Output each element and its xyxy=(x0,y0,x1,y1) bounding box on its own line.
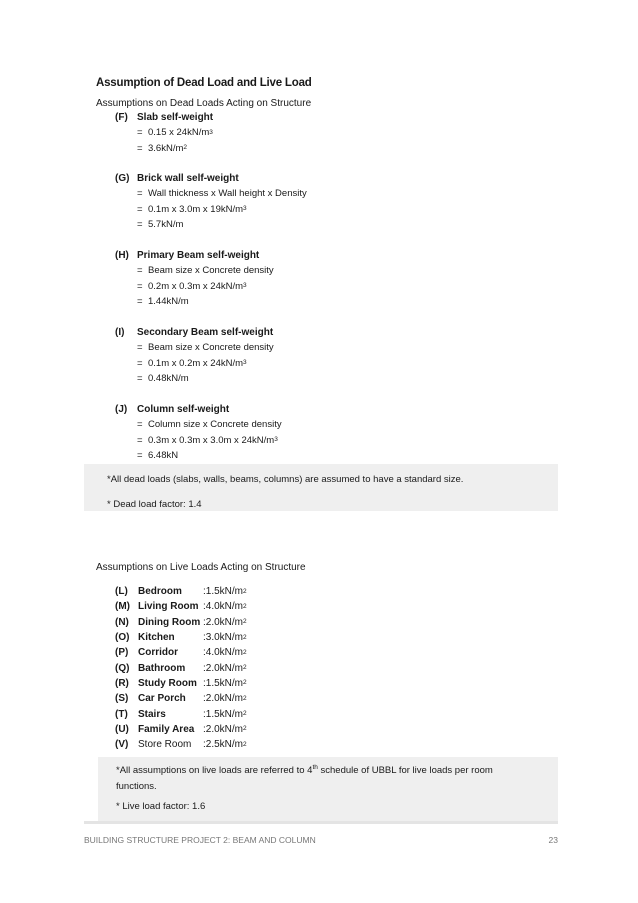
list-item: (Q) Bathroom :2.0kN/m 2 xyxy=(115,662,247,674)
load-value: :2.0kN/m xyxy=(203,662,244,674)
load-value: :1.5kN/m xyxy=(203,586,244,598)
item-code: (J) xyxy=(115,404,128,415)
item-title: Primary Beam self-weight xyxy=(137,250,260,261)
item-code: (M) xyxy=(115,601,130,613)
calc-line: 3.6kN/m xyxy=(148,142,184,154)
calc-line: 0.15 x 24kN/m xyxy=(148,127,210,139)
calc-line: 0.48kN/m xyxy=(148,373,189,385)
item-code: (S) xyxy=(115,693,129,705)
equals-sign: = xyxy=(137,265,143,277)
dead-load-item-column: (J) Column self-weight = Column size x Concrete density = 0.3m x 0.3m x 3.0m x 24kN/m 3 = 6.48kN xyxy=(115,404,282,462)
live-load-subheading: Assumptions on Live Loads Acting on Structure xyxy=(96,562,306,573)
equals-sign: = xyxy=(137,419,143,431)
item-title: Slab self-weight xyxy=(137,112,214,123)
calc-line: Wall thickness x Wall height x Density xyxy=(148,188,307,200)
item-title: Column self-weight xyxy=(137,404,230,415)
room-name: Stairs xyxy=(138,708,166,720)
load-value: :1.5kN/m xyxy=(203,677,244,689)
list-item: (L) Bedroom :1.5kN/m 2 xyxy=(115,586,247,598)
item-code: (H) xyxy=(115,250,129,261)
room-name: Dining Room xyxy=(138,616,201,628)
dead-load-item-primary-beam: (H) Primary Beam self-weight = Beam size x Concrete density = 0.2m x 0.3m x 24kN/m 3 = 1.44kN/m xyxy=(115,250,274,308)
dead-load-notes xyxy=(84,464,558,511)
item-title: Secondary Beam self-weight xyxy=(137,327,274,338)
item-code: (I) xyxy=(115,327,125,338)
list-item: (M) Living Room :4.0kN/m 2 xyxy=(115,601,247,613)
calc-line: 0.2m x 0.3m x 24kN/m xyxy=(148,280,244,292)
room-name: Study Room xyxy=(138,677,197,689)
equals-sign: = xyxy=(137,450,143,462)
room-name: Corridor xyxy=(138,647,178,659)
load-value: :2.0kN/m xyxy=(203,723,244,735)
equals-sign: = xyxy=(137,373,143,385)
list-item: (T) Stairs :1.5kN/m 2 xyxy=(115,708,247,720)
note-text: schedule of UBBL for live loads per room xyxy=(317,765,493,776)
dead-load-item-secondary-beam: (I) Secondary Beam self-weight = Beam size x Concrete density = 0.1m x 0.2m x 24kN/m 3 = 0.48kN/m xyxy=(115,327,274,385)
load-value: :3.0kN/m xyxy=(203,632,244,644)
calc-line: 0.1m x 3.0m x 19kN/m xyxy=(148,203,244,215)
load-value: :4.0kN/m xyxy=(203,601,244,613)
superscript: th xyxy=(312,763,318,771)
list-item: (R) Study Room :1.5kN/m 2 xyxy=(115,677,247,689)
note-text: *All assumptions on live loads are referred to 4 xyxy=(116,765,313,776)
equals-sign: = xyxy=(137,142,143,154)
dead-load-item-brick-wall: (G) Brick wall self-weight = Wall thickness x Wall height x Density = 0.1m x 3.0m x 19kN/m 3 = 5.7kN/m xyxy=(115,173,307,231)
calc-line: 0.1m x 0.2m x 24kN/m xyxy=(148,357,244,369)
room-name: Bedroom xyxy=(138,586,182,598)
dead-load-item-slab: (F) Slab self-weight = 0.15 x 24kN/m 3 = 3.6kN/m 2 xyxy=(115,112,214,154)
item-code: (F) xyxy=(115,112,128,123)
footer-title: BUILDING STRUCTURE PROJECT 2: BEAM AND COLUMN xyxy=(84,835,316,845)
load-value: :2.5kN/m xyxy=(203,739,244,751)
item-code: (L) xyxy=(115,586,128,598)
dead-load-subheading: Assumptions on Dead Loads Acting on Structure xyxy=(96,98,312,109)
list-item: (O) Kitchen :3.0kN/m 2 xyxy=(115,632,247,644)
equals-sign: = xyxy=(137,357,143,369)
item-code: (O) xyxy=(115,632,130,644)
equals-sign: = xyxy=(137,434,143,446)
calc-line: Beam size x Concrete density xyxy=(148,342,274,354)
list-item: (P) Corridor :4.0kN/m 2 xyxy=(115,647,247,659)
calc-line: 1.44kN/m xyxy=(148,296,189,308)
equals-sign: = xyxy=(137,342,143,354)
load-value: :4.0kN/m xyxy=(203,647,244,659)
equals-sign: = xyxy=(137,280,143,292)
calc-line: 6.48kN xyxy=(148,450,179,462)
live-load-notes xyxy=(98,757,558,821)
page-number: 23 xyxy=(548,835,558,845)
calc-line: Column size x Concrete density xyxy=(148,419,282,431)
live-load-note-functions: functions. xyxy=(116,781,157,792)
load-value: :2.0kN/m xyxy=(203,616,244,628)
item-code: (V) xyxy=(115,739,129,751)
calc-line: Beam size x Concrete density xyxy=(148,265,274,277)
dead-load-note-standard-size: *All dead loads (slabs, walls, beams, columns) are assumed to have a standard size. xyxy=(107,474,464,485)
room-name: Car Porch xyxy=(138,693,186,705)
room-name: Store Room xyxy=(138,739,192,751)
equals-sign: = xyxy=(137,296,143,308)
calc-line: 5.7kN/m xyxy=(148,219,184,231)
live-load-note-ubbl xyxy=(116,763,558,779)
footer-divider xyxy=(84,821,558,824)
room-name: Kitchen xyxy=(138,632,175,644)
page-footer xyxy=(84,835,558,845)
list-item: (S) Car Porch :2.0kN/m 2 xyxy=(115,693,247,705)
dead-load-factor: * Dead load factor: 1.4 xyxy=(107,499,202,510)
equals-sign: = xyxy=(137,127,143,139)
item-code: (U) xyxy=(115,723,129,735)
item-code: (G) xyxy=(115,173,130,184)
item-code: (Q) xyxy=(115,662,130,674)
equals-sign: = xyxy=(137,219,143,231)
list-item: (U) Family Area :2.0kN/m 2 xyxy=(115,723,247,735)
load-value: :2.0kN/m xyxy=(203,693,244,705)
list-item: (V) Store Room :2.5kN/m 2 xyxy=(115,739,247,751)
equals-sign: = xyxy=(137,203,143,215)
item-code: (P) xyxy=(115,647,129,659)
live-load-list xyxy=(115,584,415,752)
room-name: Living Room xyxy=(138,601,199,613)
list-item: (N) Dining Room :2.0kN/m 2 xyxy=(115,616,247,628)
room-name: Family Area xyxy=(138,723,195,735)
room-name: Bathroom xyxy=(138,662,186,674)
item-code: (N) xyxy=(115,616,129,628)
item-title: Brick wall self-weight xyxy=(137,173,239,184)
page-heading: Assumption of Dead Load and Live Load xyxy=(96,77,312,89)
equals-sign: = xyxy=(137,188,143,200)
item-code: (T) xyxy=(115,708,128,720)
item-code: (R) xyxy=(115,677,129,689)
load-value: :1.5kN/m xyxy=(203,708,244,720)
calc-line: 0.3m x 0.3m x 3.0m x 24kN/m xyxy=(148,434,275,446)
live-load-factor: * Live load factor: 1.6 xyxy=(116,801,206,812)
